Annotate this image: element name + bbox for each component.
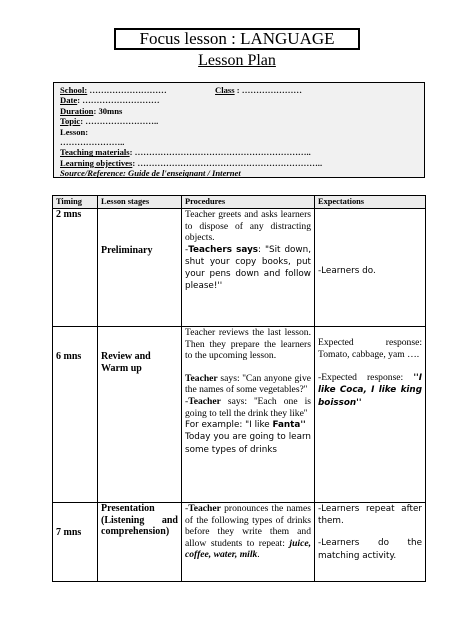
timing-text: 7 mns <box>56 527 82 538</box>
objectives-line <box>60 158 418 168</box>
procedure-end: . <box>257 549 260 561</box>
table-row <box>53 327 426 503</box>
procedure-question-2 <box>185 396 311 419</box>
stage-cell <box>98 209 182 327</box>
timing-cell <box>53 503 98 582</box>
duration-label: Duration <box>60 105 94 116</box>
timing-text: 6 mns <box>56 351 82 362</box>
table-row <box>53 503 426 582</box>
lesson-info-box <box>53 82 425 178</box>
table-header-row <box>53 196 426 209</box>
date-dots: : ……………………… <box>77 95 160 106</box>
example-drink: Fanta'' <box>272 420 306 431</box>
expectation-response: ''I like Coca, I like king boisson'' <box>318 373 422 408</box>
procedure-cell <box>182 209 315 327</box>
procedure-intro: Teacher reviews the last lesson. Then they prepare the learners to the upcoming lesson. <box>185 327 311 362</box>
dash: - <box>185 503 189 514</box>
school-label: School: <box>60 85 88 95</box>
procedure-outro: Today you are going to learn some types of drinks <box>185 432 311 455</box>
teacher-quote: : "Sit down, shut your copy books, put your pens down and follow please!'' <box>185 244 311 292</box>
expectation-prefix: -Expected response: <box>318 372 414 384</box>
topic-dots: : …………………….. <box>80 116 159 127</box>
procedure-cell <box>182 327 315 503</box>
question-text: : ''Each one is going to tell the drink they like'' <box>185 395 311 419</box>
date-label: Date <box>60 95 78 106</box>
source-line <box>60 168 418 178</box>
expectation-2: -Learners do the matching activity. <box>318 538 422 561</box>
materials-label: Teaching materials <box>60 147 130 158</box>
procedure-intro: Teacher greets and asks learners to dispose of any distracting objects. <box>185 209 311 244</box>
teacher-label: Teacher <box>188 395 221 407</box>
says-word: says <box>220 395 245 407</box>
expectation-1: -Learners repeat after them. <box>318 504 422 527</box>
question-text: : ''Can anyone give the names of some vegetables?'' <box>185 372 312 396</box>
class-label: Class <box>215 85 235 95</box>
procedure-cell <box>182 503 315 582</box>
teacher-says-label: Teachers says <box>188 244 259 255</box>
stage-text: Presentation (Listening and comprehension) <box>101 503 178 538</box>
teacher-label: Teacher <box>188 503 221 514</box>
objectives-dots: : ……………………………………………………….. <box>132 157 323 168</box>
dash: - <box>185 395 189 407</box>
says-word: says <box>217 372 237 384</box>
procedure-example <box>185 419 311 431</box>
source-value: : Guide de l'enseignant / Internet <box>123 168 241 179</box>
stage-cell <box>98 327 182 503</box>
lesson-dots: ………………….. <box>60 137 125 148</box>
lesson-line: Lesson: <box>60 126 89 137</box>
dash: - <box>185 244 189 255</box>
example-text: For example: "I like <box>185 420 273 431</box>
timing-cell: 2 mns <box>53 209 98 327</box>
lesson-title-text: Focus lesson : LANGUAGE <box>139 29 335 48</box>
lesson-subtitle: Lesson Plan <box>198 52 276 69</box>
topic-label: Topic <box>60 116 81 127</box>
duration-line <box>60 106 418 116</box>
stage-text: Preliminary <box>101 245 153 256</box>
school-dots: ……………………… <box>87 85 167 95</box>
class-dots: : ………………… <box>234 85 302 95</box>
expectation-2 <box>318 372 422 409</box>
duration-value: : 30mns <box>93 105 123 116</box>
materials-dots: : …………………………………………………….. <box>129 147 311 158</box>
expectation-cell <box>315 503 426 582</box>
table-row <box>53 209 426 327</box>
procedure-body: pronounces the names of the following types of drinks before they write them and allow students to repeat: <box>185 503 311 549</box>
source-label: Source/Reference <box>60 168 124 179</box>
expectation-1: Expected response: Tomato, cabbage, yam …. <box>318 337 422 360</box>
timing-cell <box>53 327 98 503</box>
procedure-question-1 <box>185 373 311 396</box>
procedure-text <box>185 503 311 561</box>
objectives-label: Learning objectives <box>60 157 133 168</box>
lesson-stages-table <box>52 195 426 582</box>
topic-line <box>60 116 418 126</box>
school-class-line <box>60 85 418 95</box>
expectation-text: -Learners do. <box>318 266 376 276</box>
stage-cell <box>98 503 182 582</box>
date-line <box>60 95 418 105</box>
header-lesson-stages: Lesson stages <box>98 196 182 209</box>
drink-list: juice, coffee, water, milk <box>185 537 311 561</box>
lesson-title <box>114 28 360 50</box>
stage-text: Review and Warm up <box>101 351 151 374</box>
header-timing: Timing <box>53 196 98 209</box>
header-procedures: Procedures <box>182 196 315 209</box>
teacher-label: Teacher <box>185 372 218 384</box>
materials-line <box>60 147 418 157</box>
header-expectations: Expectations <box>315 196 426 209</box>
procedure-says <box>185 244 311 293</box>
expectation-cell <box>315 209 426 327</box>
expectation-cell <box>315 327 426 503</box>
